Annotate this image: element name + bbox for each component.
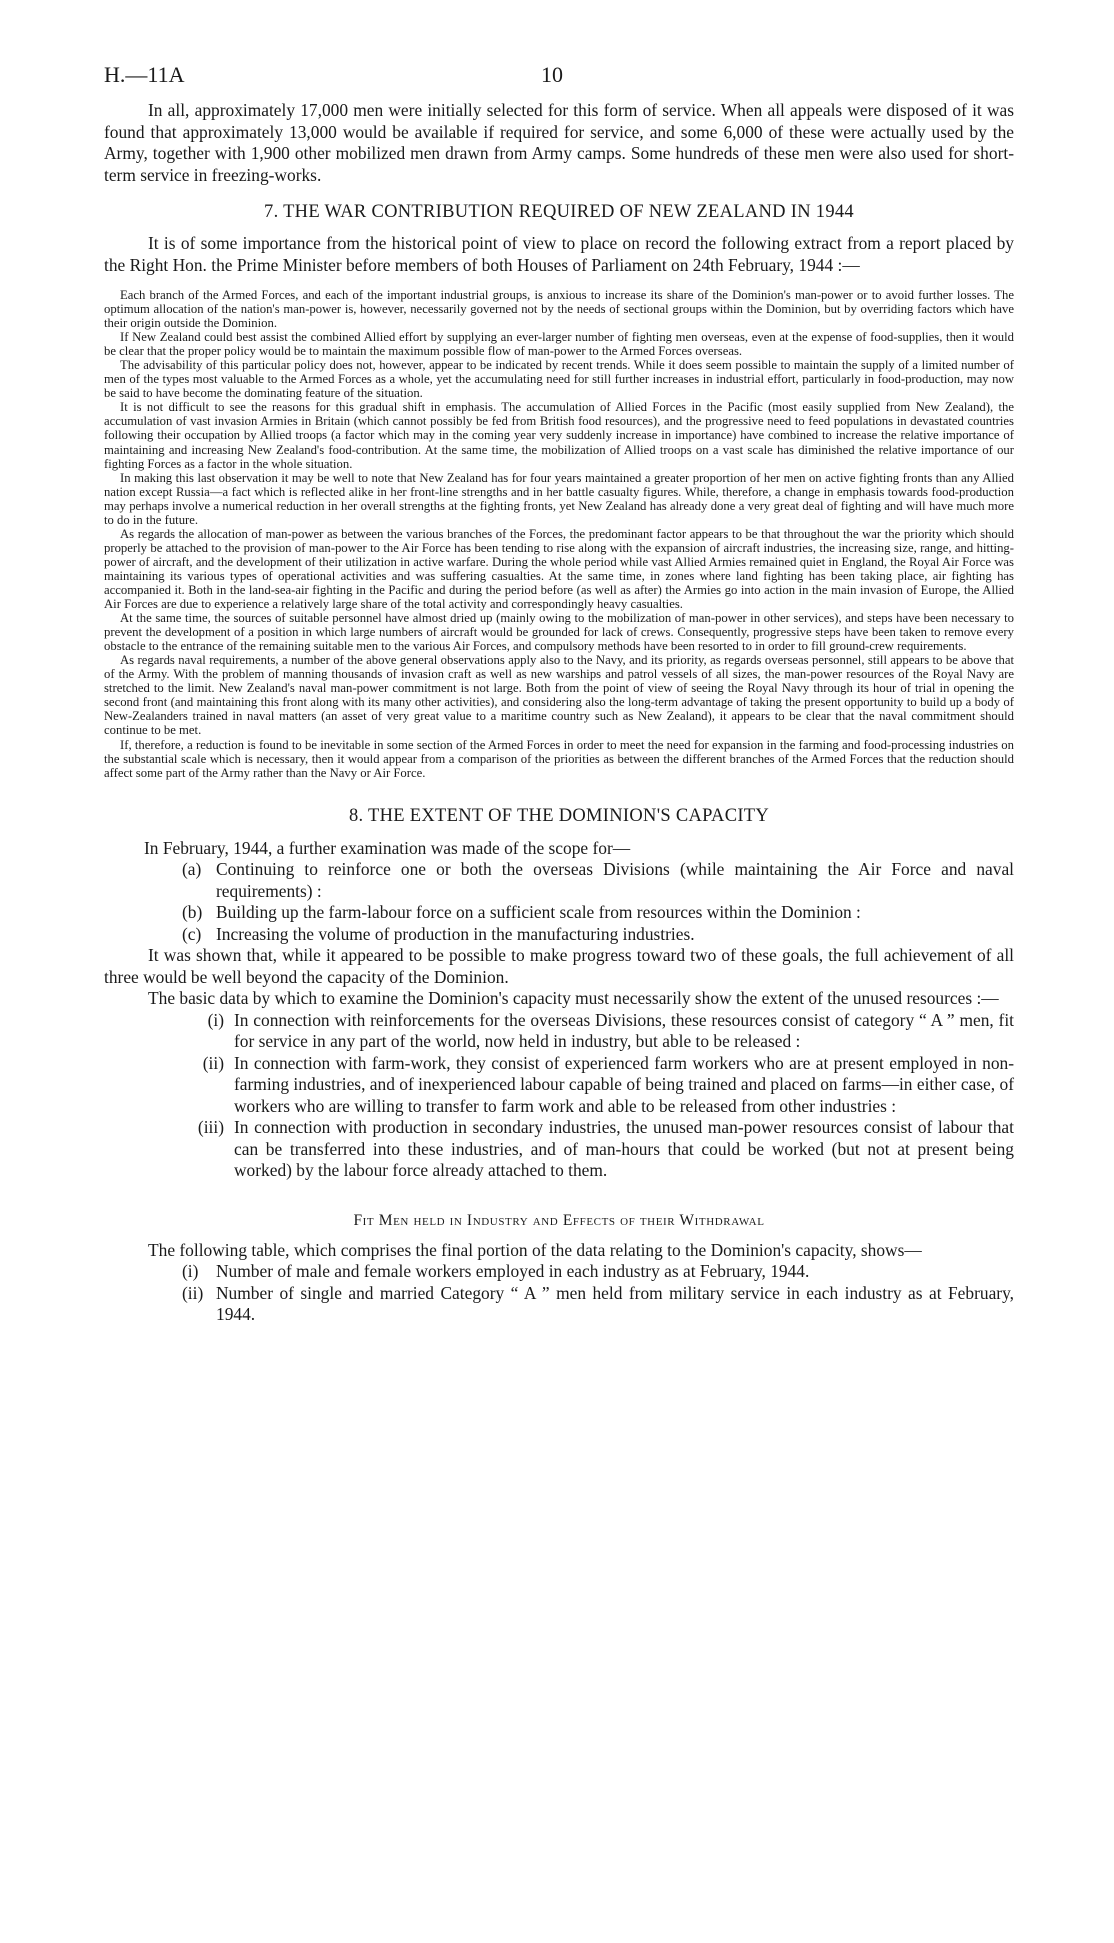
quote-paragraph: If, therefore, a reduction is found to be inevitable in some section of the Armed Forces in order to meet the need for expansion in the farming and food-processing industries on the substantial scale which is necessary, then it would appear from a comparison of the priorities as between the different branches of the Armed Forces that the reduction should affect some part of the Army rather than the Navy or Air Force. — [104, 737, 1014, 780]
section-8-paragraph: The basic data by which to examine the Dominion's capacity must necessarily show the extent of the unused resources :— — [148, 988, 999, 1009]
list-text: In connection with farm-work, they consist of experienced farm workers who are at present employed in non-farming industries, and of inexperienced labour capable of being trained and placed on farms—in either case, of workers who are willing to transfer to farm work and able to be released from other industries : — [234, 1052, 1014, 1116]
subsection-heading: Fit Men held in Industry and Effects of their Withdrawal — [353, 1211, 765, 1229]
list-label: (ii) — [182, 1282, 204, 1303]
list-label: (iii) — [197, 1117, 224, 1138]
page-number: 10 — [541, 62, 563, 87]
list-label: (a) — [182, 859, 202, 880]
list-item — [104, 1053, 1014, 1118]
subsection-lead: The following table, which comprises the final portion of the data relating to the Dominion's capacity, shows— — [148, 1239, 922, 1260]
section-7-heading: 7. THE WAR CONTRIBUTION REQUIRED OF NEW ZEALAND IN 1944 — [264, 202, 854, 222]
list-text: Continuing to reinforce one or both the overseas Divisions (while maintaining the Air Force and naval requirements) : — [216, 859, 1014, 901]
list-item — [104, 924, 1014, 946]
list-label: (ii) — [202, 1052, 224, 1073]
quote-paragraph: As regards the allocation of man-power as between the various branches of the Forces, the predominant factor appears to be that throughout the war the priority which should properly be attached to the provision of man-power to the Air Force has been tending to rise along with the expansion of aircraft industries, the increasing size, range, and hitting-power of aircraft, and the development of their utilization in active warfare. During the whole period while vast Allied Armies remained quiet in England, the Royal Air Force was maintaining its various types of operational activities and was suffering casualties. At the same time, in zones where land fighting has been taking place, air fighting has accompanied it. Both in the land-sea-air fighting in the Pacific and during the period before (as well as after) the Armies go into action in the main invasion of Europe, the Allied Air Forces are due to experience a relatively large share of the total activity and correspondingly heavy casualties. — [104, 526, 1014, 612]
quote-paragraph: As regards naval requirements, a number of the above general observations apply also to the Navy, and its priority, as regards overseas personnel, still appears to be above that of the Army. With the problem of manning thousands of invasion craft as well as new warships and patrol vessels of all sizes, the man-power resources of the Royal Navy are stretched to the limit. New Zealand's naval man-power commitment is not large. Both from the point of view of seeing the Royal Navy through its hour of trial in opening the second front (and maintaining this front along with its many other activities), and considering also the long-term advantage of taking the present opportunity to build up a body of New-Zealanders trained in naval matters (an asset of very great value to a maritime country such as New Zealand), it appears to be clear that the naval commitment should continue to be met. — [104, 653, 1014, 738]
list-text: In connection with reinforcements for the overseas Divisions, these resources consist of category “ A ” men, fit for service in any part of the world, now held in industry, but able to be released : — [234, 1009, 1014, 1052]
list-text: Increasing the volume of production in the manufacturing industries. — [216, 923, 695, 944]
quote-paragraph: Each branch of the Armed Forces, and each of the important industrial groups, is anxious to increase its share of the Dominion's man-power or to avoid further losses. The optimum allocation of the nation's man-power is, however, necessarily governed not by the needs of sectional groups within the Dominion, but by overriding factors which have their origin outside the Dominion. — [104, 288, 1014, 331]
quote-paragraph: The advisability of this particular policy does not, however, appear to be indicated by recent trends. While it does seem possible to maintain the supply of a limited number of men of the types most valuable to the Armed Forces as a whole, yet the accumulating need for still further increases in industrial effort, particularly in food-production, may now be said to have become the dominating feature of the situation. — [104, 358, 1014, 401]
list-label: (b) — [182, 902, 203, 923]
list-item — [104, 902, 1014, 924]
list-item — [104, 1117, 1014, 1182]
report-extract — [104, 288, 1014, 780]
list-item — [104, 859, 1014, 902]
intro-paragraph: In all, approximately 17,000 men were initially selected for this form of service. When all appeals were disposed of it was found that approximately 13,000 would be available if required for service, and some 6,000 of these were actually used by the Army, together with 1,900 other mobilized men drawn from Army camps. Some hundreds of these men were also used for short-term service in freezing-works. — [104, 100, 1014, 185]
list-text: Building up the farm-labour force on a sufficient scale from resources within the Dominion : — [216, 902, 861, 923]
list-text: Number of single and married Category “ A ” men held from military service in each industry as at February, 1944. — [216, 1282, 1014, 1325]
list-item — [104, 1010, 1014, 1053]
quote-paragraph: It is not difficult to see the reasons for this gradual shift in emphasis. The accumulation of Allied Forces in the Pacific (most easily supplied from New Zealand), the accumulation of vast invasion Armies in Britain (which cannot possibly be fed from British food resources), and the progressive need to feed populations in devastated countries following their occupation by Allied troops (a factor which may in the coming year very suddenly increase in importance) have combined to increase the relative importance of maintaining and increasing New Zealand's food-contribution. At the same time, the mobilization of Allied troops on a vast scale has diminished the relative importance of our fighting Forces as a factor in the whole situation. — [104, 400, 1014, 471]
page-header — [104, 62, 1014, 100]
list-item — [104, 1283, 1014, 1326]
quote-paragraph: If New Zealand could best assist the combined Allied effort by supplying an ever-larger number of fighting men overseas, even at the expense of food-supplies, then it would be clear that the proper policy would be to maintain the maximum possible flow of man-power to the Armed Forces overseas. — [104, 330, 1014, 359]
section-8-paragraph: It was shown that, while it appeared to be possible to make progress toward two of these goals, the full achievement of all three would be well beyond the capacity of the Dominion. — [104, 945, 1014, 987]
quote-paragraph: At the same time, the sources of suitable personnel have almost dried up (mainly owing to the mobilization of man-power in other services), and steps have been necessary to prevent the development of a position in which large numbers of aircraft would be grounded for lack of crews. Consequently, progressive steps have been taken to remove every obstacle to the entrance of the remaining suitable men to the various Air Forces, and compulsory methods have been resorted to in order to fill ground-crew requirements. — [104, 611, 1014, 654]
resources-list — [104, 1010, 1014, 1182]
table-contents-list — [104, 1261, 1014, 1326]
list-text: In connection with production in secondary industries, the unused man-power resources consist of labour that can be transferred into these industries, and of man-hours that could be worked (but not at present being worked) by the labour force already attached to them. — [234, 1117, 1014, 1181]
section-8-heading: 8. THE EXTENT OF THE DOMINION'S CAPACITY — [348, 805, 770, 826]
list-label: (i) — [207, 1009, 224, 1030]
list-label: (c) — [182, 923, 202, 944]
document-reference: H.—11A — [104, 62, 185, 87]
quote-paragraph: In making this last observation it may be well to note that New Zealand has for four years maintained a greater proportion of her men on active fighting fronts than any Allied nation except Russia—a fact which is reflected alike in her front-line strengths and in her battle casualty figures. While, therefore, a change in emphasis towards food-production may perhaps involve a numerical reduction in her overall strengths at the fighting fronts, yet New Zealand has already done a very great deal of fighting and will have much more to do in the future. — [104, 470, 1014, 527]
section-8-lead: In February, 1944, a further examination was made of the scope for— — [144, 837, 631, 858]
list-item — [104, 1261, 1014, 1283]
scope-list — [104, 859, 1014, 945]
list-label: (i) — [182, 1261, 199, 1282]
list-text: Number of male and female workers employed in each industry as at February, 1944. — [216, 1261, 810, 1282]
section-7-lead: It is of some importance from the historical point of view to place on record the following extract from a report placed by the Right Hon. the Prime Minister before members of both Houses of Parliament on 24th February, 1944 :— — [104, 233, 1014, 275]
